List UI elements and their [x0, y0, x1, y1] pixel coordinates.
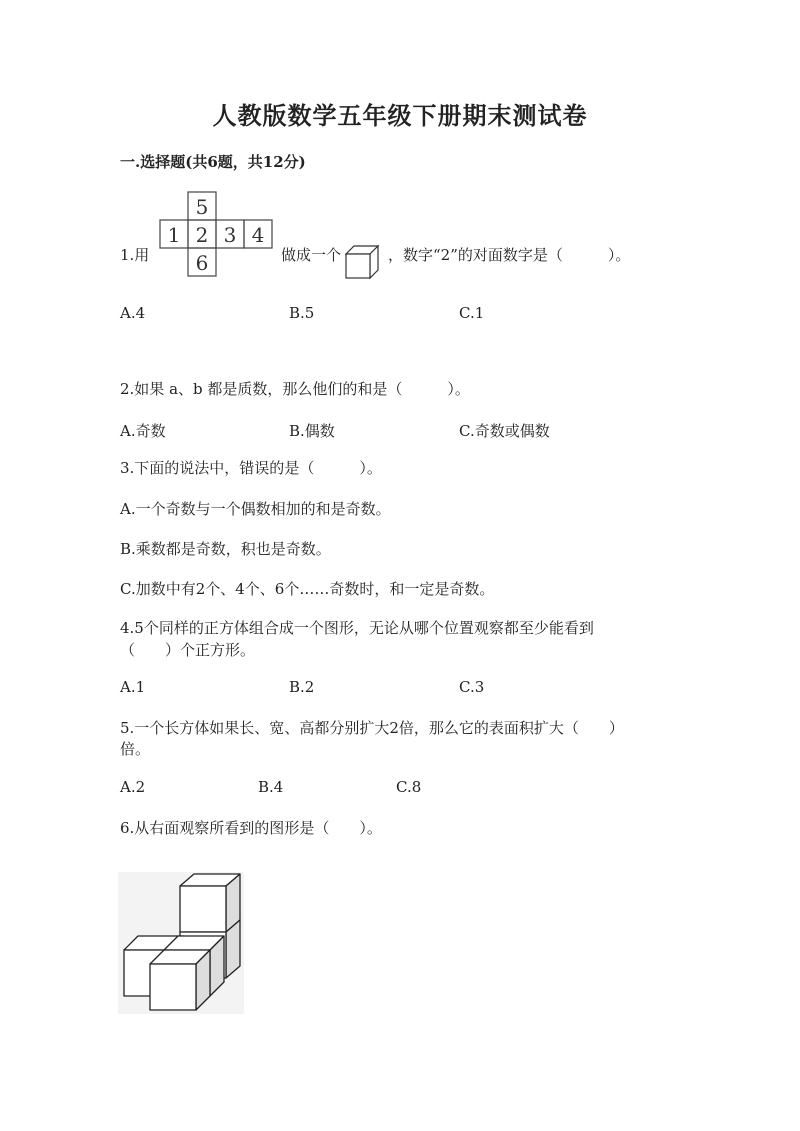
- cube-stack-figure: [118, 872, 244, 1014]
- q2-option-a[interactable]: A.奇数: [120, 422, 166, 440]
- q4-option-a[interactable]: A.1: [120, 678, 146, 696]
- q1-option-b[interactable]: B.5: [289, 304, 315, 322]
- q1-middle: 做成一个: [281, 246, 342, 264]
- q4-option-b[interactable]: B.2: [289, 678, 315, 696]
- q5-option-b[interactable]: B.4: [258, 778, 284, 796]
- net-label-5: 5: [195, 195, 209, 219]
- q3-option-c[interactable]: C.加数中有2个、4个、6个……奇数时，和一定是奇数。: [120, 580, 495, 598]
- q3-text: 3.下面的说法中，错误的是（ ）。: [120, 459, 382, 477]
- cube-icon: [344, 244, 380, 280]
- q2-option-b[interactable]: B.偶数: [289, 422, 335, 440]
- q3-option-b[interactable]: B.乘数都是奇数，积也是奇数。: [120, 540, 331, 558]
- net-label-4: 4: [251, 223, 265, 247]
- q3-option-a[interactable]: A.一个奇数与一个偶数相加的和是奇数。: [120, 500, 391, 518]
- q4-text-line2: （ ）个正方形。: [120, 641, 256, 659]
- net-label-2: 2: [195, 223, 209, 247]
- q5-text-line1: 5.一个长方体如果长、宽、高都分别扩大2倍，那么它的表面积扩大（ ）: [120, 719, 624, 737]
- q4-text-line1: 4.5个同样的正方体组合成一个图形，无论从哪个位置观察都至少能看到: [120, 619, 594, 637]
- q1-option-c[interactable]: C.1: [459, 304, 485, 322]
- q4-option-c[interactable]: C.3: [459, 678, 485, 696]
- q2-text: 2.如果 a、b 都是质数，那么他们的和是（ ）。: [120, 380, 470, 398]
- net-label-3: 3: [223, 223, 237, 247]
- q6-text: 6.从右面观察所看到的图形是（ ）。: [120, 819, 382, 837]
- q1-option-a[interactable]: A.4: [120, 304, 146, 322]
- cube-net-figure: [158, 190, 276, 282]
- section-heading: 一.选择题(共6题，共12分): [120, 153, 306, 171]
- q5-option-a[interactable]: A.2: [120, 778, 146, 796]
- q5-option-c[interactable]: C.8: [396, 778, 422, 796]
- q1-suffix: ，数字“2”的对面数字是（ ）。: [388, 246, 631, 264]
- q1-prefix: 1.用: [120, 246, 150, 264]
- page-title: 人教版数学五年级下册期末测试卷: [212, 101, 588, 130]
- net-label-6: 6: [195, 251, 209, 275]
- q5-text-line2: 倍。: [120, 740, 151, 758]
- q2-option-c[interactable]: C.奇数或偶数: [459, 422, 550, 440]
- net-label-1: 1: [167, 223, 181, 247]
